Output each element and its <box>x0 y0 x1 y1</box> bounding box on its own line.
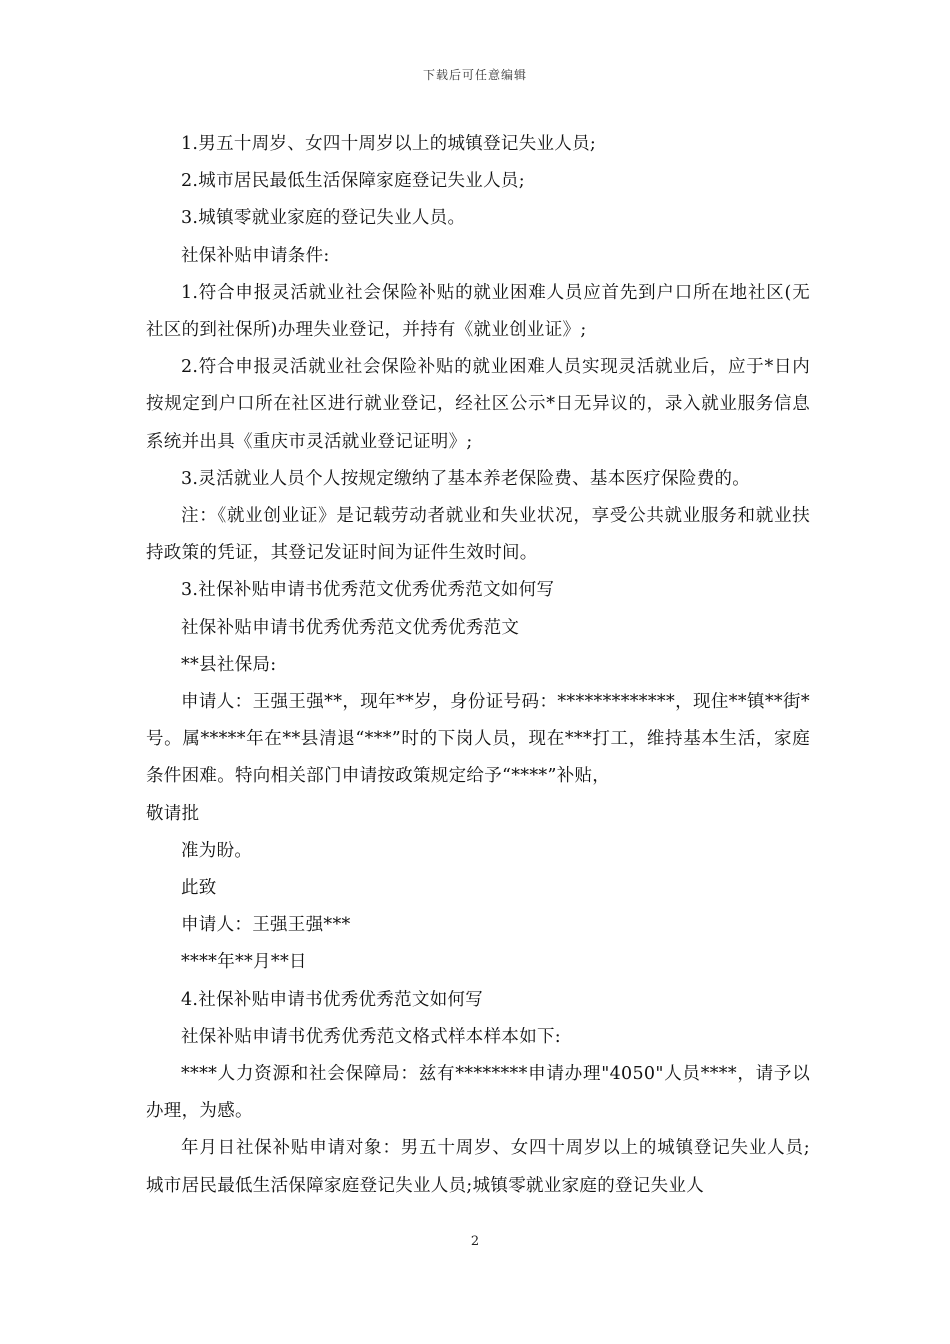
section-heading: 3.社保补贴申请书优秀范文优秀优秀范文如何写 <box>181 580 555 601</box>
letter-body-continued: 敬请批 <box>146 803 200 824</box>
letter-salutation: **县社保局: <box>181 654 277 675</box>
page-number: 2 <box>470 1234 480 1249</box>
section-heading: 社保补贴申请书优秀优秀范文优秀优秀范文 <box>181 617 520 638</box>
section-heading: 4.社保补贴申请书优秀优秀范文如何写 <box>181 989 484 1010</box>
paragraph: 2.符合申报灵活就业社会保险补贴的就业困难人员实现灵活就业后，应于*日内按规定到户口所在社区进行就业登记，经社区公示*日无异议的，录入就业服务信息系统并出具《重庆市灵活就业登记证明》; <box>146 357 810 452</box>
paragraph: 3.灵活就业人员个人按规定缴纳了基本养老保险费、基本医疗保险费的。 <box>181 468 751 489</box>
paragraph: 1.符合申报灵活就业社会保险补贴的就业困难人员应首先到户口所在地社区(无社区的到社保所)办理失业登记，并持有《就业创业证》; <box>146 282 810 341</box>
paragraph: 3.城镇零就业家庭的登记失业人员。 <box>181 208 466 229</box>
note-paragraph: 注：《就业创业证》是记载劳动者就业和失业状况，享受公共就业服务和就业扶持政策的凭证，其登记发证时间为证件生效时间。 <box>146 506 810 564</box>
paragraph: 年月日社保补贴申请对象：男五十周岁、女四十周岁以上的城镇登记失业人员;城市居民最低生活保障家庭登记失业人员;城镇零就业家庭的登记失业人 <box>146 1138 810 1196</box>
section-heading: 社保补贴申请条件: <box>181 245 330 266</box>
letter-signature: 申请人：王强王强*** <box>181 915 351 936</box>
letter-closing: 准为盼。 <box>181 840 253 861</box>
paragraph: 2.城市居民最低生活保障家庭登记失业人员; <box>181 171 525 192</box>
letter-date: ****年**月**日 <box>181 952 307 973</box>
header-note: 下载后可任意编辑 <box>422 68 527 82</box>
document-body <box>146 126 810 1205</box>
letter-closing: 此致 <box>181 878 217 899</box>
paragraph: ****人力资源和社会保障局：兹有********申请办理"4050"人员****，请予以办理，为感。 <box>146 1064 810 1122</box>
paragraph: 1.男五十周岁、女四十周岁以上的城镇登记失业人员; <box>181 134 597 154</box>
letter-body: 申请人：王强王强**，现年**岁，身份证号码：*************，现住**镇**街*号。属*****年在**县清退“***”时的下岗人员，现在***打工，维持基本生活，家庭条件困难。特向相关部门申请按政策规定给予“****”补贴， <box>146 692 810 787</box>
section-heading: 社保补贴申请书优秀优秀范文格式样本样本如下: <box>181 1026 561 1047</box>
